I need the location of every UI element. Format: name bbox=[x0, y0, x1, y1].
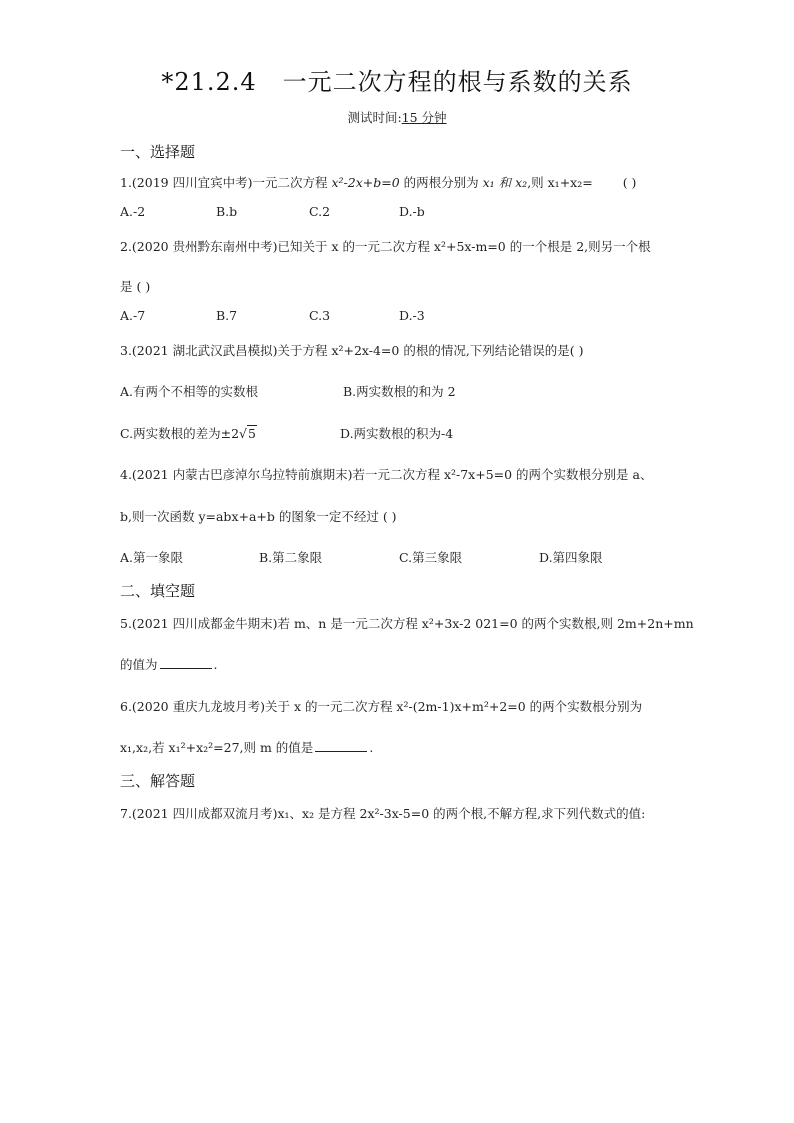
q3-option-c: C.两实数根的差为±2√5 bbox=[120, 426, 256, 441]
q2-option-c: C.3 bbox=[309, 308, 331, 323]
q4-option-a: A.第一象限 bbox=[120, 550, 184, 565]
answer-blank[interactable] bbox=[160, 658, 212, 669]
q1-option-a: A.-2 bbox=[120, 204, 146, 219]
q3-option-a: A.有两个不相等的实数根 bbox=[120, 384, 259, 399]
answer-blank[interactable] bbox=[315, 741, 367, 752]
time-label: 测试时间: bbox=[347, 110, 402, 125]
answer-paren: ( ) bbox=[622, 175, 637, 190]
section-solve-heading: 三、解答题 bbox=[120, 772, 196, 790]
question-4-line1: 4.(2021 内蒙古巴彦淖尔乌拉特前旗期末)若一元二次方程 x²-7x+5=0 的两个实数根分别是 a、 bbox=[120, 467, 653, 482]
question-6-line1: 6.(2020 重庆九龙坡月考)关于 x 的一元二次方程 x²-(2m-1)x+m²+2=0 的两个实数根分别为 bbox=[120, 699, 643, 714]
q1-option-d: D.-b bbox=[399, 204, 425, 219]
sqrt-symbol: √5 bbox=[239, 426, 256, 441]
question-4-line2: b,则一次函数 y=abx+a+b 的图象一定不经过 ( ) bbox=[120, 509, 397, 524]
q3-option-d: D.两实数根的积为-4 bbox=[340, 426, 454, 441]
q1-option-c: C.2 bbox=[309, 204, 331, 219]
q4-option-d: D.第四象限 bbox=[539, 550, 603, 565]
section-fill-heading: 二、填空题 bbox=[120, 582, 196, 600]
test-time bbox=[0, 108, 794, 126]
question-5-line2: 的值为 . bbox=[120, 657, 218, 672]
q3-option-b: B.两实数根的和为 2 bbox=[343, 384, 456, 399]
question-6-line2: x₁,x₂,若 x₁²+x₂²=27,则 m 的值是 . bbox=[120, 740, 374, 755]
question-2-line1: 2.(2020 贵州黔东南州中考)已知关于 x 的一元二次方程 x²+5x-m=0 的一个根是 2,则另一个根 bbox=[120, 239, 651, 254]
section-choice-heading: 一、选择题 bbox=[120, 143, 196, 161]
page-title bbox=[0, 62, 794, 97]
q4-option-b: B.第二象限 bbox=[259, 550, 323, 565]
question-7: 7.(2021 四川成都双流月考)x₁、x₂ 是方程 2x²-3x-5=0 的两个根,不解方程,求下列代数式的值: bbox=[120, 806, 646, 821]
time-value: 15 分钟 bbox=[401, 110, 447, 125]
title-text: 一元二次方程的根与系数的关系 bbox=[282, 68, 633, 96]
q2-option-b: B.7 bbox=[216, 308, 238, 323]
question-5-line1: 5.(2021 四川成都金牛期末)若 m、n 是一元二次方程 x²+3x-2 021=0 的两个实数根,则 2m+2n+mn bbox=[120, 616, 694, 631]
q2-option-d: D.-3 bbox=[399, 308, 425, 323]
question-3: 3.(2021 湖北武汉武昌模拟)关于方程 x²+2x-4=0 的根的情况,下列结论错误的是( ) bbox=[120, 343, 584, 358]
question-1: 1.(2019 四川宜宾中考)一元二次方程 x²-2x+b=0 的两根分别为 x₁ 和 x₂,则 x₁+x₂= ( ) bbox=[120, 175, 637, 190]
q2-option-a: A.-7 bbox=[120, 308, 146, 323]
question-2-line2: 是 ( ) bbox=[120, 279, 151, 294]
q1-option-b: B.b bbox=[216, 204, 238, 219]
q4-option-c: C.第三象限 bbox=[399, 550, 463, 565]
section-number: *21.2.4 bbox=[161, 68, 257, 96]
